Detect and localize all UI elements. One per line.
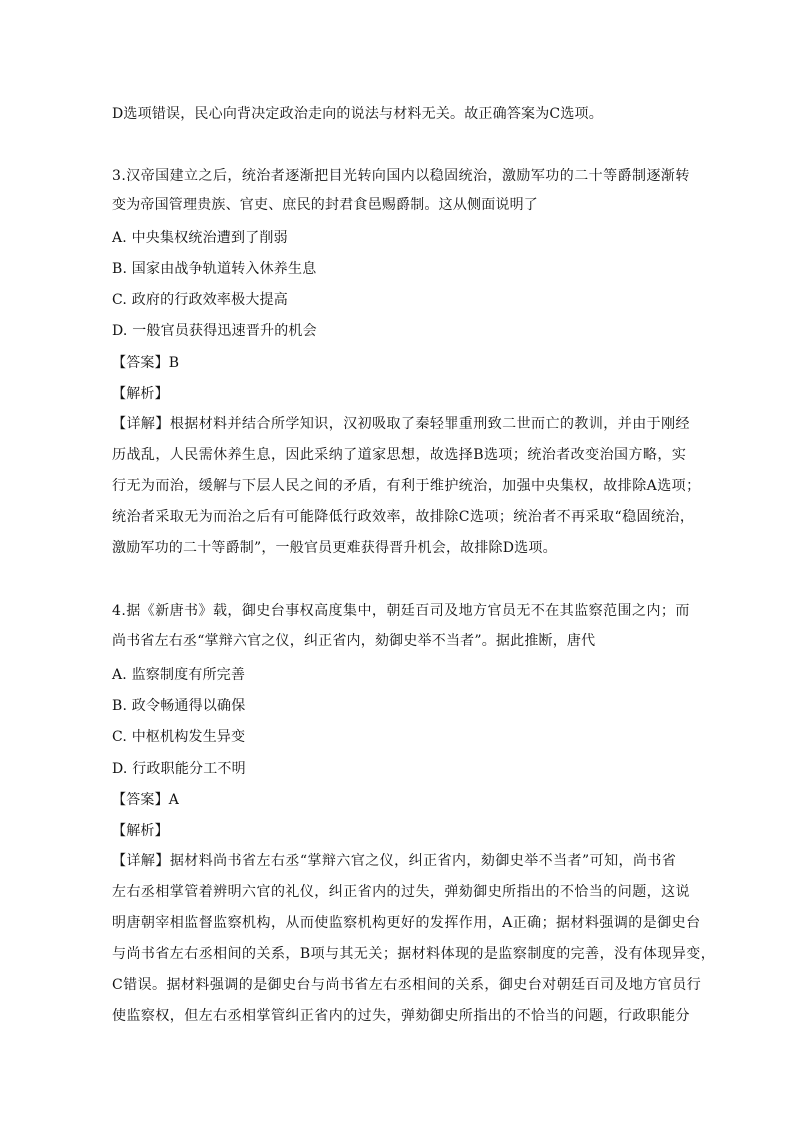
q4-option-d: D. 行政职能分工不明 <box>112 761 246 777</box>
q3-option-b: B. 国家由战争轨道转入休养生息 <box>112 261 317 277</box>
q4-answer: 【答案】A <box>112 792 180 808</box>
q3-option-a: A. 中央集权统治遭到了削弱 <box>112 230 288 246</box>
q4-detail-line-1 <box>112 852 684 870</box>
q4-stem-line-1: 4.据《新唐书》载，御史台事权高度集中，朝廷百司及地方官员无不在其监察范围之内；而 <box>112 603 690 619</box>
previous-answer-tail: D选项错误，民心向背决定政治走向的说法与材料无关。故正确答案为C选项。 <box>112 106 603 122</box>
q4-detail-text-1: 据材料尚书省左右丞“掌辩六官之仪，纠正省内，劾御史举不当者”可知，尚书省 <box>169 853 677 869</box>
q3-detail-line-2: 历战乱，人民需休养生息，因此采纳了道家思想，故选择B选项；统治者改变治国方略，实 <box>112 447 687 463</box>
q3-detail-line-1 <box>112 415 691 433</box>
q4-detail-label: 【详解】 <box>112 853 170 869</box>
q4-option-b: B. 政令畅通得以确保 <box>112 698 246 714</box>
q4-detail-line-4: 与尚书省左右丞相间的关系，B项与其无关；据材料体现的是监察制度的完善，没有体现异变， <box>112 946 716 962</box>
q3-option-d: D. 一般官员获得迅速晋升的机会 <box>112 323 317 339</box>
q3-analysis-title: 【解析】 <box>112 386 169 402</box>
q3-detail-text-1: 根据材料并结合所学知识，汉初吸取了秦轻罪重刑致二世而亡的教训，并由于刚经 <box>169 416 691 432</box>
q4-option-c: C. 中枢机构发生异变 <box>112 729 246 745</box>
q3-detail-line-3: 行无为而治，缓解与下层人民之间的矛盾，有利于维护统治，加强中央集权，故排除A选项； <box>112 478 701 494</box>
q3-stem-line-2: 变为帝国管理贵族、官吏、庶民的封君食邑赐爵制。这从侧面说明了 <box>112 197 538 213</box>
q4-detail-line-6: 使监察权，但左右丞相掌管纠正省内的过失，弹劾御史所指出的不恰当的问题，行政职能分 <box>112 1008 690 1024</box>
q4-analysis-title: 【解析】 <box>112 823 169 839</box>
q3-answer: 【答案】B <box>112 355 180 371</box>
q3-detail-line-5: 激励军功的二十等爵制”，一般官员更难获得晋升机会，故排除D选项。 <box>112 540 557 556</box>
q3-detail-line-4: 统治者采取无为而治之后有可能降低行政效率，故排除C选项；统治者不再采取“稳固统治， <box>112 509 695 525</box>
q4-detail-line-5: C错误。据材料强调的是御史台与尚书省左右丞相间的关系，御史台对朝廷百司及地方官员行 <box>112 977 702 993</box>
q4-detail-line-2: 左右丞相掌管着辨明六官的礼仪，纠正省内的过失，弹劾御史所指出的不恰当的问题，这说 <box>112 884 690 900</box>
q3-detail-label: 【详解】 <box>112 416 170 432</box>
q4-detail-line-3: 明唐朝宰相监督监察机构，从而使监察机构更好的发挥作用，A正确；据材料强调的是御史台 <box>112 915 701 931</box>
q3-option-c: C. 政府的行政效率极大提高 <box>112 292 288 308</box>
q4-option-a: A. 监察制度有所完善 <box>112 667 246 683</box>
q4-stem-line-2: 尚书省左右丞“掌辩六官之仪，纠正省内，劾御史举不当者”。据此推断，唐代 <box>112 633 596 649</box>
q3-stem-line-1: 3.汉帝国建立之后，统治者逐渐把目光转向国内以稳固统治，激励军功的二十等爵制逐渐转 <box>112 168 690 184</box>
